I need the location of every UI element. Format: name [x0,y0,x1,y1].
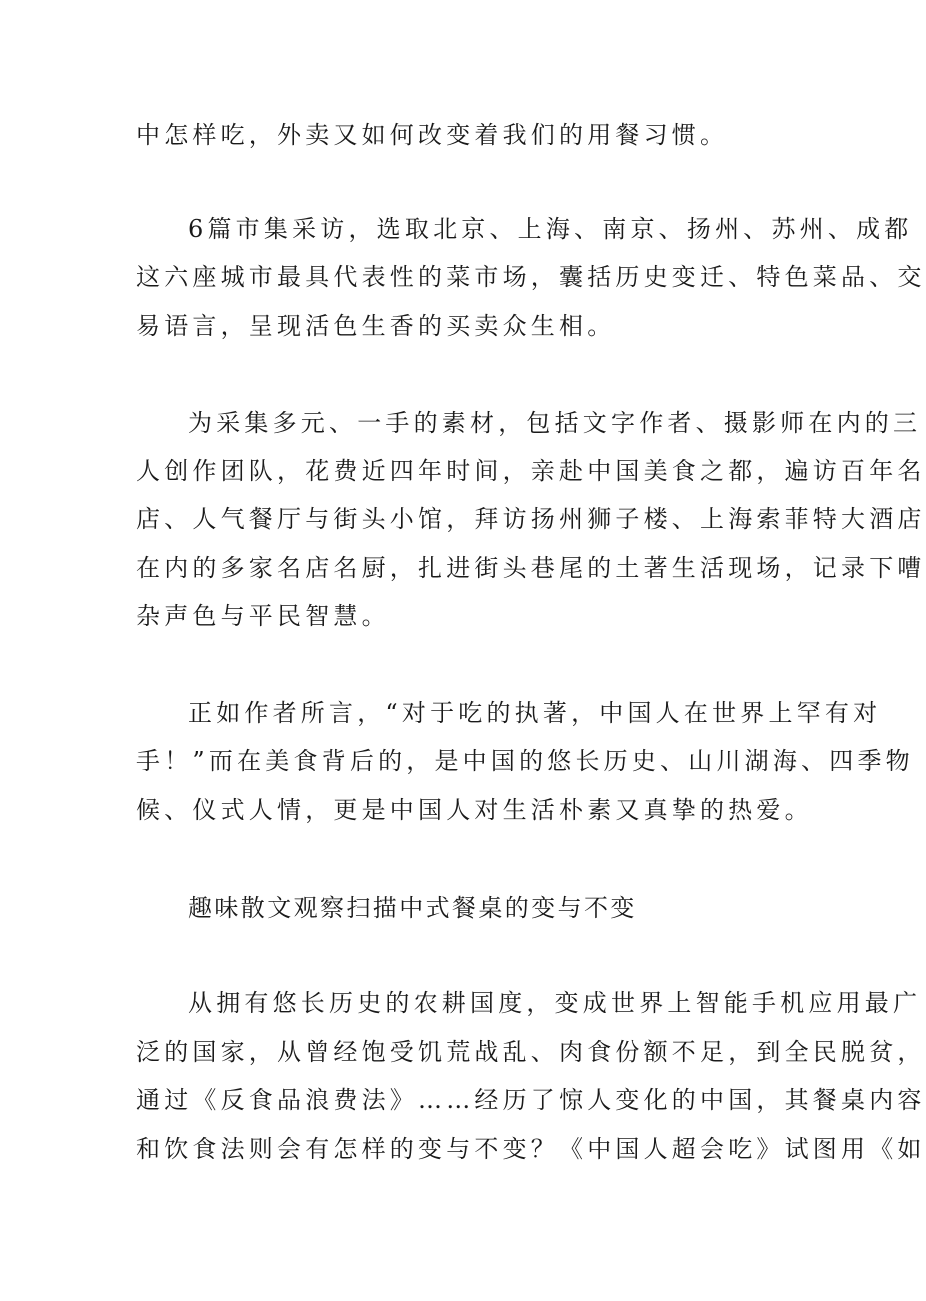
paragraph-line: 正如作者所言，“对于吃的执著，中国人在世界上罕有对 [188,699,882,727]
paragraph-line: 和饮食法则会有怎样的变与不变？《中国人超会吃》试图用《如 [136,1135,926,1163]
paragraph-line: 候、仪式人情，更是中国人对生活朴素又真挚的热爱。 [136,796,813,824]
section-heading-text: 趣味散文观察扫描中式餐桌的变与不变 [188,894,637,922]
paragraph-line: 通过《反食品浪费法》……经历了惊人变化的中国，其餐桌内容 [136,1086,926,1114]
paragraph-line: 店、人气餐厅与街头小馆，拜访扬州狮子楼、上海索菲特大酒店 [136,505,926,533]
paragraph-line: 中怎样吃，外卖又如何改变着我们的用餐习惯。 [136,121,729,149]
paragraph-line: 泛的国家，从曾经饱受饥荒战乱、肉食份额不足，到全民脱贫， [136,1038,926,1066]
paragraph-line: 手！”而在美食背后的，是中国的悠长历史、山川湖海、四季物 [136,747,914,775]
paragraph-line: 在内的多家名店名厨，扎进街头巷尾的土著生活现场，记录下嘈 [136,554,926,582]
paragraph-line: 6篇市集采访，选取北京、上海、南京、扬州、苏州、成都 [188,215,913,243]
paragraph-line: 杂声色与平民智慧。 [136,602,390,630]
paragraph-line: 这六座城市最具代表性的菜市场，囊括历史变迁、特色菜品、交 [136,263,926,291]
paragraph-line: 为采集多元、一手的素材，包括文字作者、摄影师在内的三 [188,409,922,437]
paragraph-line: 人创作团队，花费近四年时间，亲赴中国美食之都，遍访百年名 [136,457,926,485]
paragraph-line: 易语言，呈现活色生香的买卖众生相。 [136,312,616,340]
paragraph-line: 从拥有悠长历史的农耕国度，变成世界上智能手机应用最广 [188,989,922,1017]
